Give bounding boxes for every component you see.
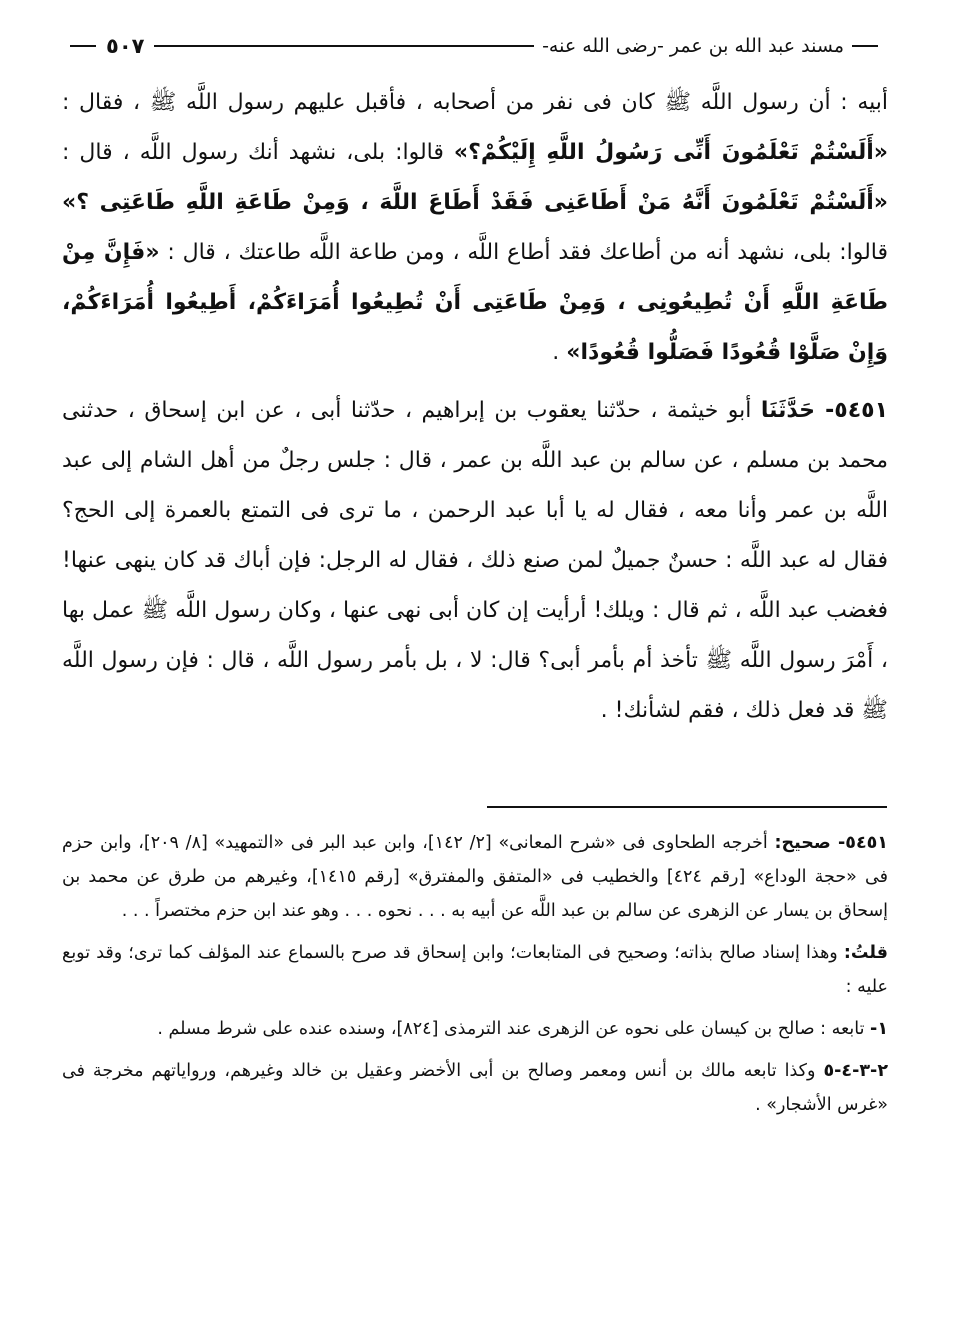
header-dash (852, 45, 878, 47)
header-dash-end (70, 45, 96, 47)
narration-part-3: قالوا: بلى، نشهد أنه من أطاعك فقد أطاع اللَّه ، ومن طاعة اللَّه طاعتك ، قال : (159, 240, 889, 265)
prophet-quote-1: «أَلَسْتُمْ تَعْلَمُونَ أَنِّى رَسُولُ اللَّهِ إِلَيْكُمْ؟» (453, 140, 888, 165)
hadith-number: ٥٤٥١- (825, 398, 888, 423)
main-text (62, 78, 888, 736)
footnotes (62, 826, 888, 1130)
hadith-paragraph (62, 386, 888, 736)
footnote-item-1-text: تابعه : صالح بن كيسان على نحوه عن الزهرى عند الترمذى [٨٢٤]، وسنده عنده على شرط مسلم . (157, 1019, 871, 1039)
running-title: مسند عبد الله بن عمر -رضى الله عنه- (542, 35, 844, 57)
footnote-comment-label: قلتُ: (843, 943, 888, 963)
continued-paragraph (62, 78, 888, 378)
prophet-quote-2: «أَلَسْتُمْ تَعْلَمُونَ أَنَّهُ مَنْ أَطَاعَنِى فَقَدْ أَطَاعَ اللَّهَ ، وَمِنْ طَاعَةِ اللَّهِ طَاعَتِى ؟» (62, 190, 888, 215)
hadith-text: أبو خيثمة ، حدّثنا يعقوب بن إبراهيم ، حدّثنا أبى ، عن ابن إسحاق ، حدثنى محمد بن مسلم ، عن سالم بن عبد اللَّه بن عمر ، قال : جلس رجلٌ من أهل الشام إلى عبد اللَّه بن عمر وأنا معه ، فقال له يا أبا عبد الرحمن ، ما ترى فى التمتع بالعمرة إلى الحج؟ فقال له عبد اللَّه : حسنٌ جميلٌ لمن صنع ذلك ، فقال له الرجل: فإن أباك قد كان ينهى عنها! فغضب عبد اللَّه ، ثم قال : ويلك! أرأيت إن كان أبى نهى عنها ، وكان رسول اللَّه ﷺ عمل بها ، أَمْرَ رسول اللَّه ﷺ تأخذ أم بأمر أبى؟ قال: لا ، بل بأمر رسول اللَّه ، قال : فإن رسول اللَّه ﷺ قد فعل ذلك ، فقم لشأنك! . (62, 398, 888, 723)
narration-part-2: قالوا: بلى، نشهد أنك رسول اللَّه ، قال : (62, 140, 454, 165)
footnote-label: ٥٤٥١- صحيح: (774, 833, 888, 853)
narration-part-1: أبيه : أن رسول اللَّه ﷺ كان فى نفر من أصحابه ، فأقبل عليهم رسول اللَّه ﷺ ، فقال : (62, 90, 888, 115)
footnote-comment-text: وهذا إسناد صالح بذاته؛ وصحيح فى المتابعات؛ وابن إسحاق قد صرح بالسماع عند المؤلف كما ترى؛ وقد توبع عليه : (62, 943, 888, 997)
footnote-item-1 (62, 1012, 888, 1046)
header-rule (154, 45, 534, 47)
footnote-text: أخرجه الطحاوى فى «شرح المعانى» [٢/ ١٤٢]، وابن عبد البر فى «التمهيد» [٨/ ٢٠٩]، وابن حزم فى «حجة الوداع» [رقم ٤٢٤] والخطيب فى «المتفق والمفترق» [رقم ١٤١٥]، وغيرهم من طرق عن محمد بن إسحاق بن يسار عن الزهرى عن سالم بن عبد اللَّه عن أبيه به . . . نحوه . . . وهو عند ابن حزم مختصراً . . . (62, 833, 888, 921)
footnote-takhrij (62, 826, 888, 928)
footnote-item-2-text: وكذا تابعه مالك بن أنس ومعمر وصالح بن أبى الأخضر وعقيل بن خالد وغيرهم، ورواياتهم مخرجة فى «غرس الأشجار» . (62, 1061, 888, 1115)
narration-end: . (552, 340, 567, 365)
footnote-item-2-label: ٢-٣-٤-٥ (823, 1061, 888, 1081)
hadith-head: حَدَّثَنَا (760, 398, 826, 423)
footnote-divider (487, 806, 887, 808)
footnote-comment (62, 936, 888, 1004)
footnote-item-1-label: ١- (870, 1019, 888, 1039)
page-number: ٥٠٧ (106, 34, 145, 58)
running-header (70, 28, 878, 64)
footnote-item-2 (62, 1054, 888, 1122)
prophet-quote-3: «فَإِنَّ مِنْ طَاعَةِ اللَّهِ أَنْ تُطِيعُونِى ، وَمِنْ طَاعَتِى أَنْ تُطِيعُوا أُمَرَاءَكُمْ، أَطِيعُوا أُمَرَاءَكُمْ، وَإِنْ صَلَّوْا قُعُودًا فَصَلُّوا قُعُودًا» (62, 240, 888, 365)
